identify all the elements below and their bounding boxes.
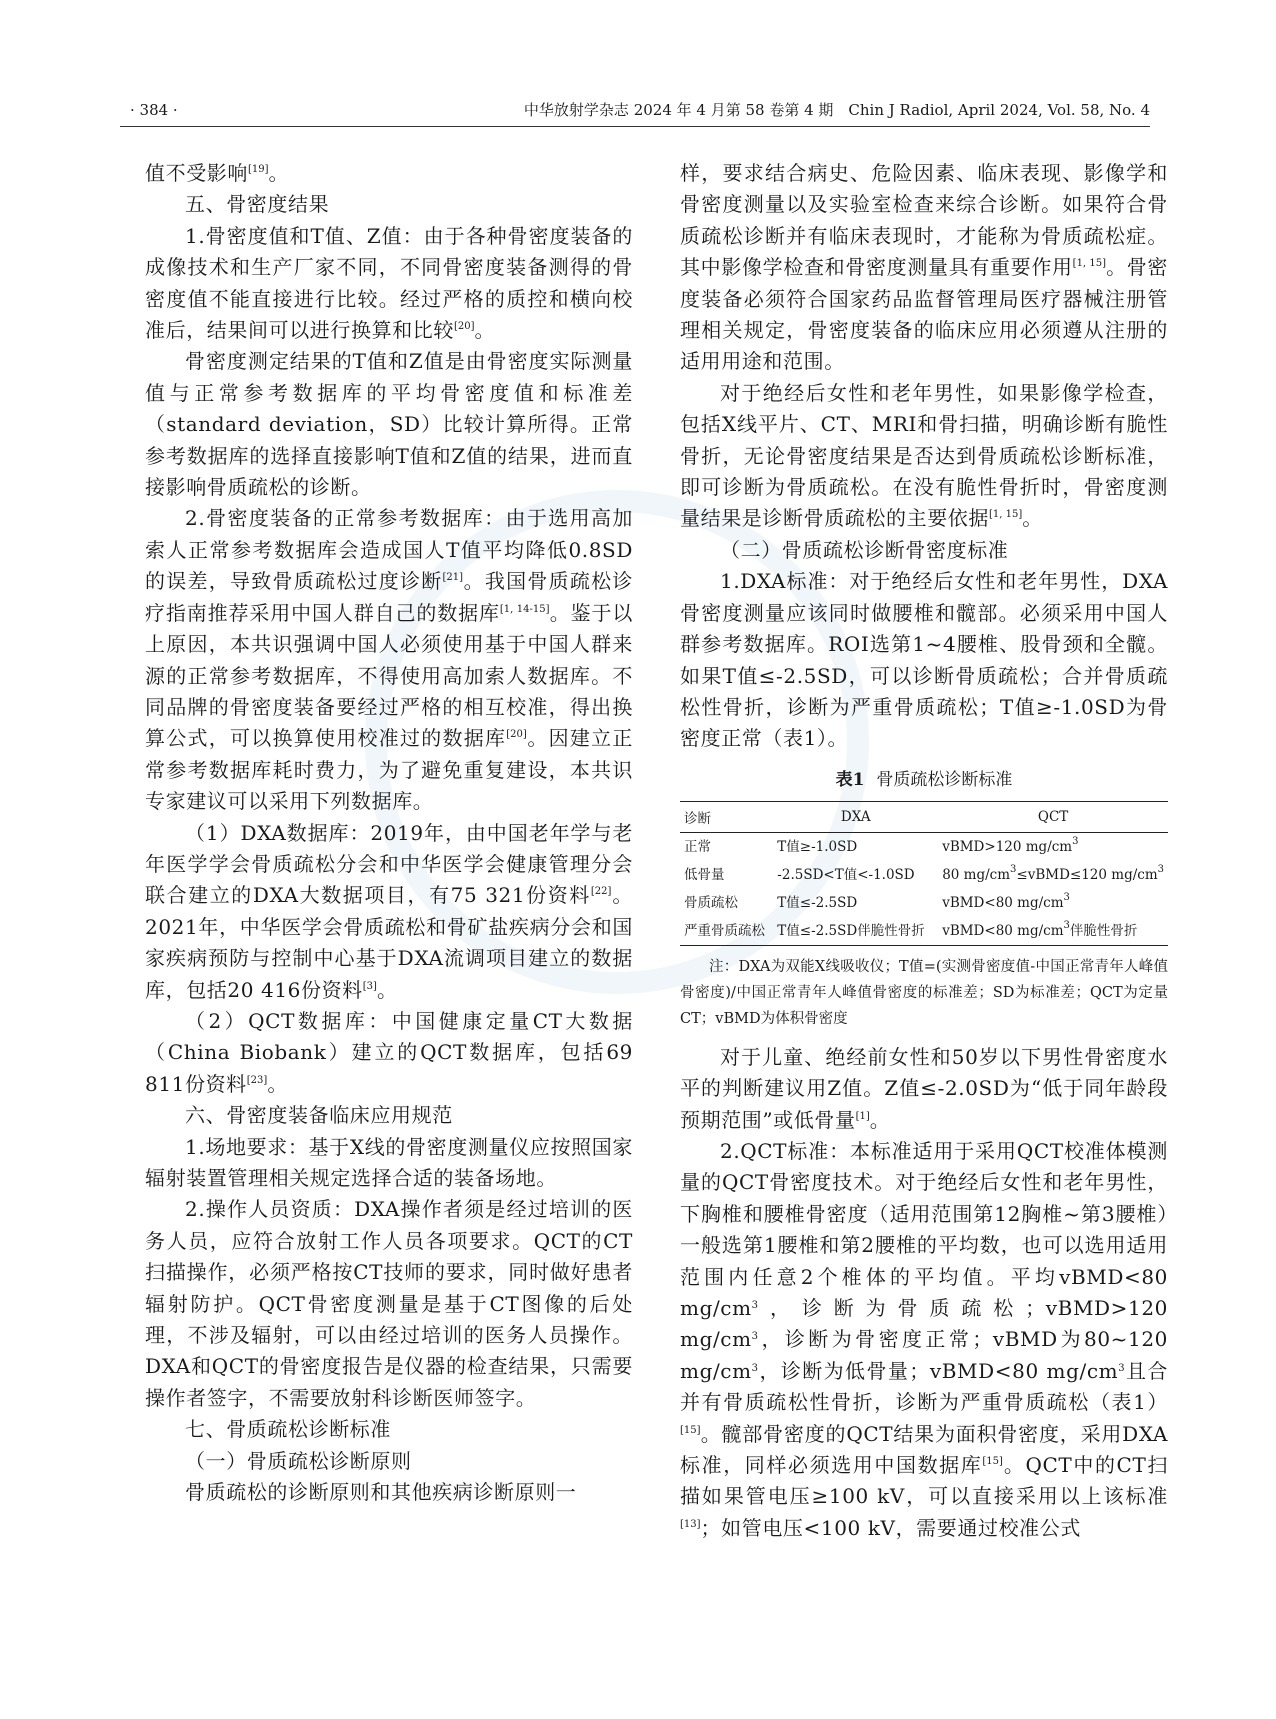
citation: [20]: [454, 321, 475, 333]
paragraph: 1.DXA标准：对于绝经后女性和老年男性，DXA骨密度测量应该同时做腰椎和髋部。必须采用中国人群参考数据库。ROI选第1~4腰椎、股骨颈和全髋。如果T值≤-2.5SD，可以诊断骨质疏松；合并骨质疏松性骨折，诊断为严重骨质疏松；T值≥-1.0SD为骨密度正常（表1）。: [680, 569, 1168, 751]
paragraph: 1.骨密度值和T值、Z值：由于各种骨密度装备的成像技术和生产厂家不同，不同骨密度装备测得的骨密度值不能直接进行比较。经过严格的质控和横向校准后，结果间可以进行换算和比较[20]。: [145, 223, 633, 343]
citation: [22]: [590, 886, 612, 898]
table-cell: 正常: [684, 838, 711, 855]
page-number: · 384 ·: [130, 101, 178, 119]
journal-info: 中华放射学杂志 2024 年 4 月第 58 卷第 4 期 Chin J Radiol, April 2024, Vol. 58, No. 4: [523, 101, 1150, 119]
table-header: 诊断: [680, 801, 773, 832]
subsection-heading: （二）骨质疏松诊断骨密度标准: [720, 537, 1009, 562]
citation: [1, 14-15]: [499, 603, 550, 615]
table-note: 注：DXA为双能X线吸收仪；T值=(实测骨密度值-中国正常青年人峰值骨密度)/中国正常青年人峰值骨密度的标准差；SD为标准差；QCT为定量CT；vBMD为体积骨密度: [680, 958, 1168, 1027]
section-heading-5: 五、骨密度结果: [185, 192, 330, 217]
right-column: [680, 158, 1168, 1544]
section-heading-7: 七、骨质疏松诊断标准: [185, 1417, 391, 1442]
table-row: [680, 832, 1168, 861]
paragraph: 骨质疏松的诊断原则和其他疾病诊断原则一: [185, 1480, 577, 1505]
table-cell: vBMD<80 $mg/cm^3$伴脆性骨折: [938, 917, 1168, 946]
citation: [23]: [246, 1074, 268, 1086]
citation: [19]: [248, 164, 269, 175]
section-heading-6: 六、骨密度装备临床应用规范: [185, 1103, 453, 1128]
table-cell: vBMD<80 $mg/cm^3$: [942, 891, 1070, 911]
table-cell: vBMD>120 $mg/cm^3$: [942, 835, 1079, 855]
paragraph: （1）DXA数据库：2019年，由中国老年学与老年医学学会骨质疏松分会和中华医学会健康管理分会联合建立的DXA大数据项目，有75 321份资料[22]。2021年，中华医学会骨质疏松和骨矿盐疾病分会和国家疾病预防与控制中心基于DXA流调项目建立的数据库，包括20 416份资料[3]。: [145, 820, 633, 1002]
citation: [1, 15]: [1072, 258, 1106, 270]
table-cell: 严重骨质疏松: [680, 917, 773, 946]
table-label: 表1: [835, 769, 865, 790]
paragraph: 1.场地要求：基于X线的骨密度测量仪应按照国家辐射装置管理相关规定选择合适的装备场地。: [145, 1134, 633, 1190]
paragraph: 骨密度测定结果的T值和Z值是由骨密度实际测量值与正常参考数据库的平均骨密度值和标准差（standard deviation，SD）比较计算所得。正常参考数据库的选择直接影响T值和Z值的结果，进而直接影响骨质疏松的诊断。: [145, 349, 633, 500]
table-caption: [680, 767, 1168, 793]
citation: [13]: [680, 1518, 701, 1530]
table-cell: T值≥-1.0SD: [777, 838, 858, 855]
left-column: [145, 158, 633, 1508]
citation: [15]: [982, 1456, 1003, 1467]
citation: [1, 15]: [989, 509, 1023, 521]
table-title: 骨质疏松诊断标准: [876, 769, 1013, 790]
paragraph: 对于儿童、绝经前女性和50岁以下男性骨密度水平的判断建议用Z值。Z值≤-2.0SD为“低于同年龄段预期范围”或低骨量[1]。: [680, 1044, 1168, 1132]
table-row: [680, 861, 1168, 889]
paragraph: 值不受影响[19]。: [145, 161, 290, 185]
subsection-heading: （一）骨质疏松诊断原则: [185, 1448, 412, 1473]
paragraph: 2.骨密度装备的正常参考数据库：由于选用高加索人正常参考数据库会造成国人T值平均降低0.8SD的误差，导致骨质疏松过度诊断[21]。我国骨质疏松诊疗指南推荐采用中国人群自己的数据库[1, 14-15]。鉴于以上原因，本共识强调中国人必须使用基于中国人群来源的正常参考数据库，不得使用高加索人数据库。不同品牌的骨密度装备要经过严格的相互校准，得出换算公式，可以换算使用校准过的数据库[20]。因建立正常参考数据库耗时费力，为了避免重复建设，本共识专家建议可以采用下列数据库。: [145, 506, 634, 814]
diagnosis-criteria-table: [680, 801, 1168, 946]
table-cell: 骨质疏松: [684, 894, 738, 911]
paragraph: 对于绝经后女性和老年男性，如果影像学检查，包括X线平片、CT、MRI和骨扫描，明确诊断有脆性骨折，无论骨密度结果是否达到骨质疏松诊断标准，即可诊断为骨质疏松。在没有脆性骨折时，骨密度测量结果是诊断骨质疏松的主要依据[1, 15]。: [680, 380, 1168, 531]
table-row: [680, 917, 1168, 946]
citation: [3]: [362, 980, 377, 992]
page-header: [120, 98, 1150, 127]
citation: [1]: [855, 1110, 870, 1122]
table-cell: -2.5SD<T值<-1.0SD: [777, 866, 915, 883]
table-header-row: [680, 801, 1168, 832]
citation: [21]: [442, 572, 463, 584]
paragraph: 样，要求结合病史、危险因素、临床表现、影像学和骨密度测量以及实验室检查来综合诊断。如果符合骨质疏松诊断并有临床表现时，才能称为骨质疏松症。其中影像学检查和骨密度测量具有重要作用[1, 15]。骨密度装备必须符合国家药品监督管理局医疗器械注册管理相关规定，骨密度装备的临床应用必须遵从注册的适用用途和范围。: [680, 161, 1168, 374]
table-header: DXA: [773, 801, 938, 832]
table-cell: 低骨量: [684, 866, 725, 883]
citation: [15]: [680, 1424, 701, 1436]
citation: [20]: [506, 729, 527, 741]
table-header: QCT: [938, 801, 1168, 832]
paragraph: 2.QCT标准：本标准适用于采用QCT校准体模测量的QCT骨密度技术。对于绝经后女性和老年男性，下胸椎和腰椎骨密度（适用范围第12胸椎~第3腰椎）一般选第1腰椎和第2腰椎的平均数，也可以选用适用范围内任意2个椎体的平均值。平均vBMD<80 $mg/cm^3$，诊断为骨质疏松；vBMD>120 $mg/cm^3$，诊断为骨密度正常；vBMD为80~120 $mg/cm^3$，诊断为低骨量；vBMD<80 $mg/cm^3$且合并有骨质疏松性骨折，诊断为严重骨质疏松（表1）[15]。髋部骨密度的QCT结果为面积骨密度，采用DXA标准，同样必须选用中国数据库[15]。QCT中的CT扫描如果管电压≥100 kV，可以直接采用以上该标准[13]；如管电压<100 kV，需要通过校准公式: [680, 1138, 1168, 1540]
table-cell: T值≤-2.5SD: [777, 894, 858, 911]
table-cell: T值≤-2.5SD伴脆性骨折: [773, 917, 938, 946]
paragraph: （2）QCT数据库：中国健康定量CT大数据（China Biobank）建立的QCT数据库，包括69 811份资料[23]。: [145, 1008, 633, 1096]
paragraph: 2.操作人员资质：DXA操作者须是经过培训的医务人员，应符合放射工作人员各项要求。QCT的CT扫描操作，必须严格按CT技师的要求，同时做好患者辐射防护。QCT骨密度测量是基于CT图像的后处理，不涉及辐射，可以由经过培训的医务人员操作。DXA和QCT的骨密度报告是仪器的检查结果，只需要操作者签字，不需要放射科诊断医师签字。: [145, 1197, 633, 1410]
table-row: [680, 889, 1168, 917]
table-cell: 80 $mg/cm^3\le vBMD\le 120$ $mg/cm^3$: [942, 863, 1164, 883]
